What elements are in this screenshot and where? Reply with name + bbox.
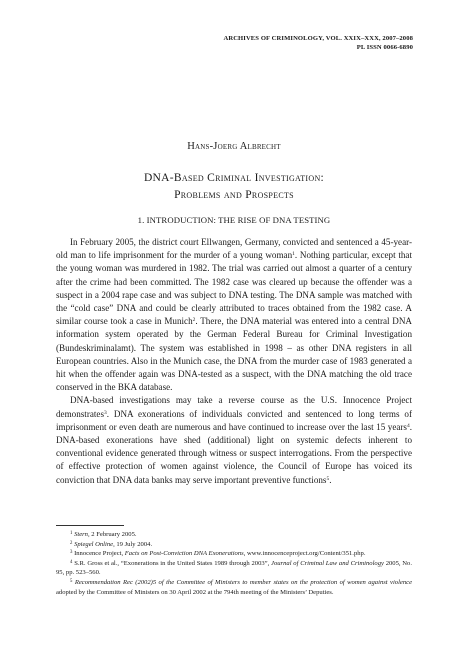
footnote: $^2$ Spiegel Online, 19 July 2004. bbox=[70, 540, 153, 548]
footnote-ref[interactable]: 1 bbox=[292, 251, 295, 258]
footnote: $^5$ Recommendation Rec (2002)5 of the Committee of Ministers to member states on the protection of women against violence adopted by the Committee of Ministers on 30 April 2002 at the 794th meeting of the Ministers’ Deputies. bbox=[56, 578, 412, 596]
paragraph: DNA-based investigations may take a reverse course as the U.S. Innocence Project demonstrates$^3$. DNA exonerations of individuals convicted and sentenced to long terms of imprisonment or even death are numerous and have continued to increase over the last 15 years$^4$. DNA-based exonerations have shed (additional) light on systemic defects inherent to conventional evidence generated through witness or suspect interrogations. From the perspective of effective protection of women against violence, the Council of Europe has voiced its conviction that DNA data banks may serve important preventive functions$^5$. bbox=[56, 395, 412, 485]
article-title bbox=[0, 170, 468, 204]
author-name: Hans-Joerg Albrecht bbox=[187, 141, 281, 152]
footnote: $^1$ Stern, 2 February 2005. bbox=[70, 531, 137, 538]
footnote-link[interactable]: , www.innocenceproject.org/Content/351.php. bbox=[243, 550, 366, 558]
section-heading: 1. INTRODUCTION: THE RISE OF DNA TESTING bbox=[137, 215, 331, 225]
paragraph: In February 2005, the district court Ellwangen, Germany, convicted and sentenced a 45-year-old man to life imprisonment for the murder of a young woman$^1$. Nothing particular, except that the young woman was murdered in 1982. The trial was carried out almost a quarter of a century after the crime had been committed. The 1982 case was cleared up because the offender was a suspect in a 2004 rape case and was subject to DNA testing. The DNA sample was matched with the “cold case” DNA and could be clearly attributed to traces obtained from the 1982 case. A similar course took a case in Munich$^2$. There, the DNA material was entered into a central DNA information system operated by the German Federal Bureau for Criminal Investigation (Bundeskriminalamt). The system was established in 1998 – as other DNA registers in all European countries. Also in the Munich case, the DNA from the murder case of 1983 generated a hit when the offender again was DNA-tested as a suspect, with the DNA matching the old trace conserved in the BKA database. bbox=[56, 237, 412, 393]
footnote-ref[interactable]: 4 bbox=[406, 422, 410, 429]
title-line-1: DNA-Based Criminal Investigation: bbox=[143, 172, 325, 184]
footnote-ref[interactable]: 3 bbox=[103, 409, 107, 416]
footnotes bbox=[56, 530, 412, 597]
footnote-ref[interactable]: 5 bbox=[326, 475, 330, 482]
footnote-ref[interactable]: 2 bbox=[192, 317, 196, 324]
title-line-2: Problems and Prospects bbox=[174, 189, 294, 201]
issn: PL ISSN 0066-6890 bbox=[356, 44, 413, 51]
footnote: $^3$ Innocence Project, Facts on Post-Conviction DNA Exonerations, www.innocenceproject.org/Content/351.php. bbox=[70, 550, 366, 558]
footnote-divider bbox=[56, 525, 124, 526]
body-text bbox=[56, 236, 412, 487]
journal-citation: ARCHIVES OF CRIMINOLOGY, VOL. XXIX–XXX, 2007–2008 bbox=[223, 35, 413, 42]
footnote: $^4$ S.R. Gross et al., “Exonerations in the United States 1989 through 2003”, Journal of Criminal Law and Criminology 2005, No. 95, pp. 523–560. bbox=[56, 559, 413, 577]
running-head bbox=[223, 34, 413, 52]
